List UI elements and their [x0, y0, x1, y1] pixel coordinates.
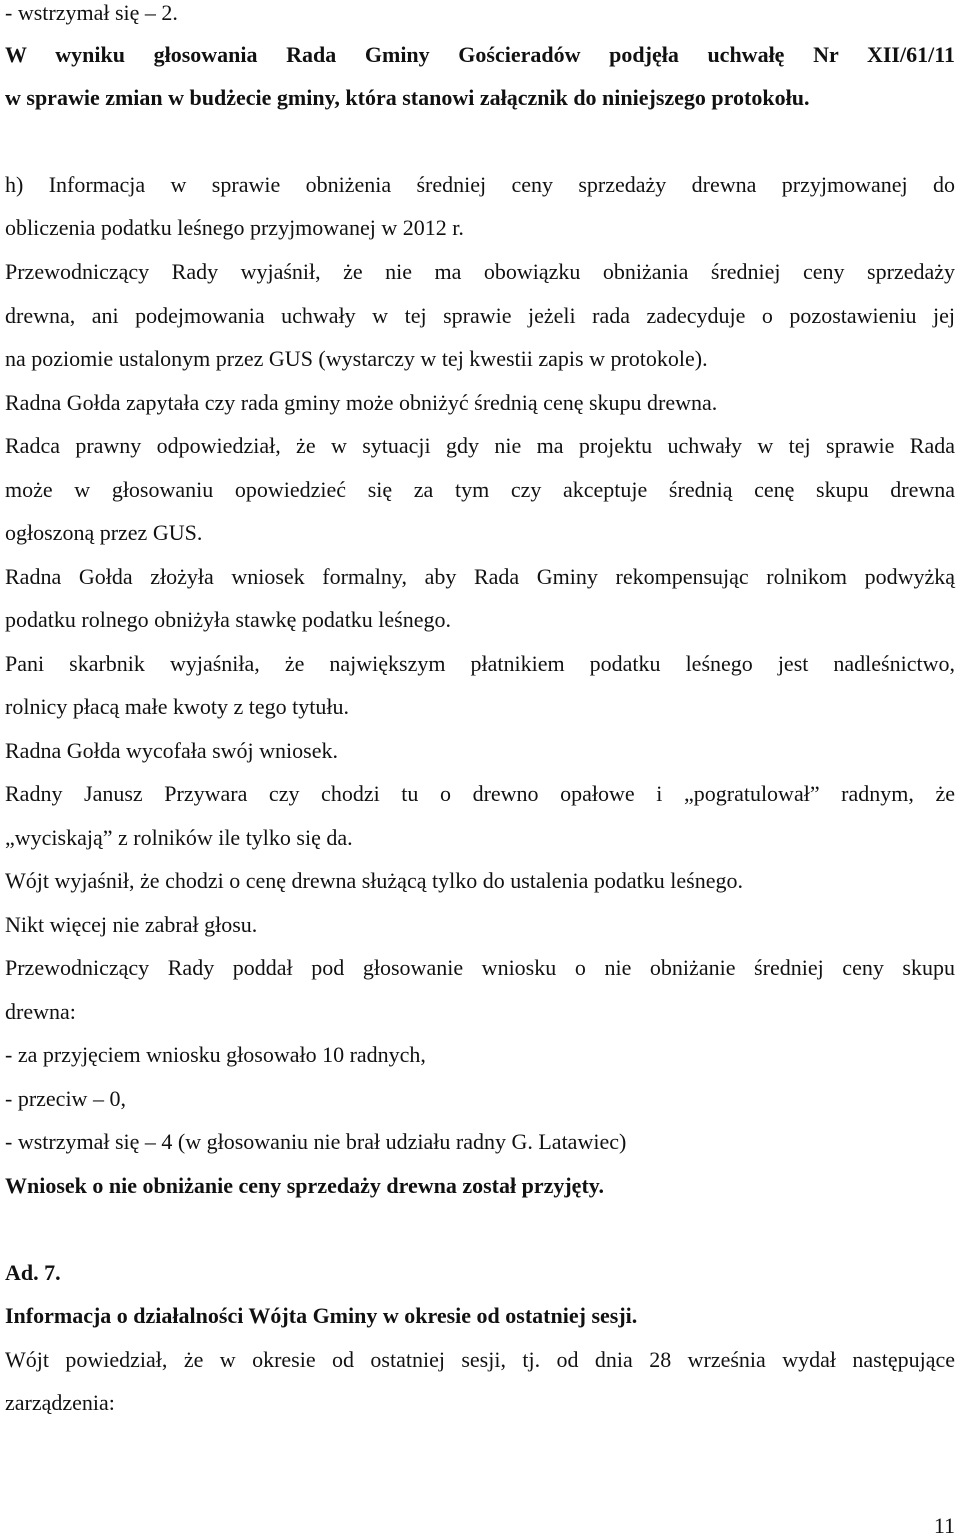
paragraph-line: podatku rolnego obniżyła stawkę podatku leśnego. — [5, 607, 452, 632]
vote-against-line: - przeciw – 0, — [5, 1086, 126, 1111]
paragraph-line: „wyciskają” z rolników ile tylko się da. — [5, 825, 353, 850]
paragraph-line: ogłoszoną przez GUS. — [5, 520, 203, 545]
paragraph-line: rolnicy płacą małe kwoty z tego tytułu. — [5, 694, 349, 719]
paragraph-line: Pani skarbnik wyjaśniła, że największym płatnikiem podatku leśnego jest nadleśnictwo, — [5, 651, 955, 676]
paragraph-line: Przewodniczący Rady poddał pod głosowanie wniosku o nie obniżanie średniej ceny skupu — [5, 955, 955, 980]
paragraph-line: może w głosowaniu opowiedzieć się za tym czy akceptuje średnią cenę skupu drewna — [5, 477, 955, 502]
agenda-item-heading: obliczenia podatku leśnego przyjmowanej w 2012 r. — [5, 215, 464, 240]
paragraph-line: Radny Janusz Przywara czy chodzi tu o drewno opałowe i „pogratulował” radnym, że — [5, 781, 955, 806]
paragraph-line: Nikt więcej nie zabrał głosu. — [5, 912, 258, 937]
vote-abstain-line: - wstrzymał się – 2. — [5, 0, 178, 25]
paragraph-line: na poziomie ustalonym przez GUS (wystarczy w tej kwestii zapis w protokole). — [5, 346, 708, 371]
paragraph-line: Radca prawny odpowiedział, że w sytuacji gdy nie ma projektu uchwały w tej sprawie Rada — [5, 433, 955, 458]
paragraph-line: Radna Gołda wycofała swój wniosek. — [5, 738, 338, 763]
paragraph-line: Przewodniczący Rady wyjaśnił, że nie ma obowiązku obniżania średniej ceny sprzedaży — [5, 259, 955, 284]
section-title: Informacja o działalności Wójta Gminy w okresie od ostatniej sesji. — [5, 1303, 638, 1328]
resolution-paragraph-line: W wyniku głosowania Rada Gminy Gościeradów podjęła uchwałę Nr XII/61/11 — [5, 42, 955, 67]
paragraph-line: Radna Gołda złożyła wniosek formalny, aby Rada Gminy rekompensując rolnikom podwyżką — [5, 564, 955, 589]
paragraph-line: zarządzenia: — [5, 1390, 115, 1415]
section-heading-ad7: Ad. 7. — [5, 1260, 61, 1285]
vote-abstain-line: - wstrzymał się – 4 (w głosowaniu nie brał udziału radny G. Latawiec) — [5, 1129, 627, 1154]
page-number: 11 — [933, 1513, 955, 1538]
paragraph-line: drewna: — [5, 999, 76, 1024]
paragraph-line: drewna, ani podejmowania uchwały w tej sprawie jeżeli rada zadecyduje o pozostawieniu jej — [5, 303, 955, 328]
resolution-paragraph-line: w sprawie zmian w budżecie gminy, która stanowi załącznik do niniejszego protokołu. — [5, 85, 810, 110]
vote-for-line: - za przyjęciem wniosku głosowało 10 radnych, — [5, 1042, 426, 1067]
paragraph-line: Radna Gołda zapytała czy rada gminy może obniżyć średnią cenę skupu drewna. — [5, 390, 718, 415]
paragraph-line: Wójt wyjaśnił, że chodzi o cenę drewna służącą tylko do ustalenia podatku leśnego. — [5, 868, 743, 893]
agenda-item-heading: h) Informacja w sprawie obniżenia średniej ceny sprzedaży drewna przyjmowanej do — [5, 172, 955, 197]
paragraph-line: Wójt powiedział, że w okresie od ostatniej sesji, tj. od dnia 28 września wydał następujące — [5, 1347, 955, 1372]
motion-result: Wniosek o nie obniżanie ceny sprzedaży drewna został przyjęty. — [5, 1173, 605, 1198]
document-page — [5, 0, 955, 1537]
